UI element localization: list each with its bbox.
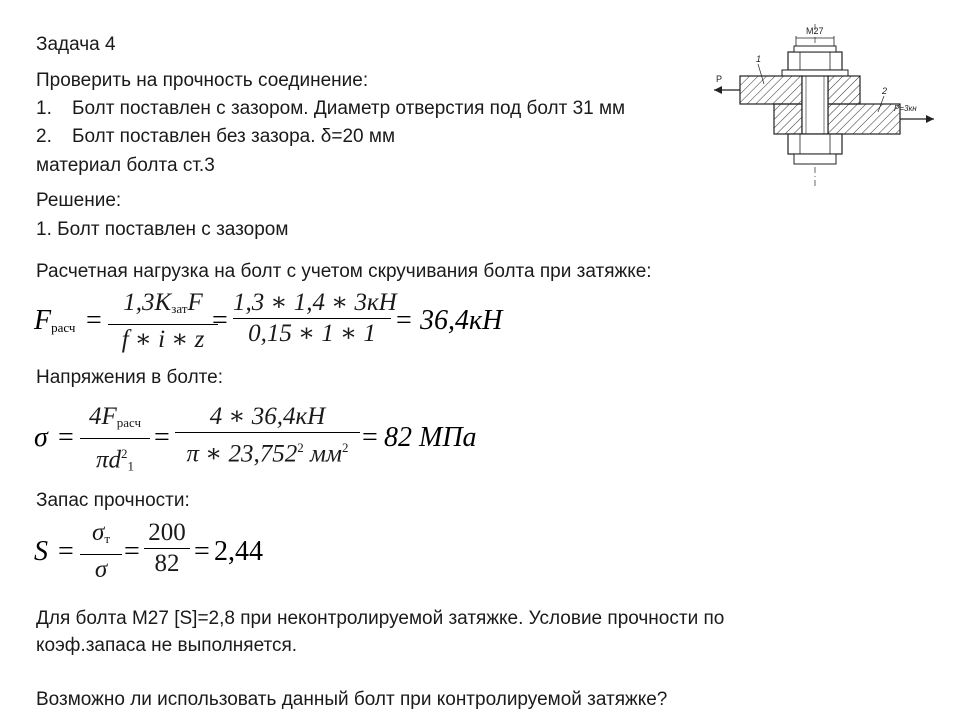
formula-stress-fraction-2: 4 ∗ 36,4кН π ∗ 23,752$^2$ $мм^2$ xyxy=(175,402,360,469)
formula-stress-lhs: σ xyxy=(34,422,48,453)
washer xyxy=(782,70,848,76)
equals-sign: = xyxy=(86,305,102,336)
formula-load-lhs: $F_{расч}$ xyxy=(34,305,76,336)
formula-load-fraction-1: $1,3K_{зат}F$ f ∗ i ∗ z xyxy=(108,288,218,355)
safety-heading: Запас прочности: xyxy=(36,490,190,511)
stress-heading: Напряжения в болте: xyxy=(36,367,223,388)
solution-part-1: 1. Болт поставлен с зазором xyxy=(36,219,289,240)
force-arrow-left xyxy=(714,74,740,94)
solution-heading: Решение: xyxy=(36,190,122,211)
formula-stress-result: 82 МПа xyxy=(384,422,477,453)
conclusion-line-2: коэф.запаса не выполняется. xyxy=(36,635,298,656)
problem-case-1-number: 1. xyxy=(36,98,52,119)
load-heading: Расчетная нагрузка на болт с учетом скручивания болта при затяжке: xyxy=(36,261,652,282)
thread-label: M27 xyxy=(806,26,824,36)
problem-material: материал болта ст.3 xyxy=(36,155,215,176)
plate-1-label: 1 xyxy=(756,54,762,64)
formula-safety-lhs: S xyxy=(34,536,48,567)
equals-sign: = xyxy=(58,536,74,567)
conclusion-line-1: Для болта М27 [S]=2,8 при неконтролируемой затяжке. Условие прочности по xyxy=(36,608,725,629)
problem-case-1: Болт поставлен с зазором. Диаметр отверстия под болт 31 мм xyxy=(72,98,626,119)
equals-sign: = xyxy=(212,305,228,336)
bolt-joint-drawing xyxy=(712,20,937,190)
formula-safety-result: 2,44 xyxy=(214,536,263,567)
formula-load-fraction-2: 1,3 ∗ 1,4 ∗ 3кН 0,15 ∗ 1 ∗ 1 xyxy=(233,289,397,347)
problem-case-2: Болт поставлен без зазора. δ=20 мм xyxy=(72,126,396,147)
problem-case-2-number: 2. xyxy=(36,126,52,147)
plate-2 xyxy=(774,104,900,134)
formula-safety-fraction-1: $\sigma_т$ σ xyxy=(80,518,122,585)
nut xyxy=(788,46,842,70)
force-left-label: P xyxy=(716,74,723,84)
formula-load-result: 36,4кН xyxy=(420,305,503,336)
task-title: Задача 4 xyxy=(36,34,116,55)
formula-safety-fraction-2: 200 82 xyxy=(144,518,190,579)
force-right-label: P=3кн xyxy=(894,104,917,113)
equals-sign: = xyxy=(154,422,170,453)
problem-intro: Проверить на прочность соединение: xyxy=(36,70,369,91)
equals-sign: = xyxy=(396,305,412,336)
equals-sign: = xyxy=(124,536,140,567)
bolt-head xyxy=(788,134,842,164)
equals-sign: = xyxy=(194,536,210,567)
equals-sign: = xyxy=(362,422,378,453)
plate-1 xyxy=(740,76,860,104)
plate-2-label: 2 xyxy=(882,86,888,96)
question: Возможно ли использовать данный болт при контролируемой затяжке? xyxy=(36,689,668,710)
formula-stress-fraction-1: $4F_{расч}$ $\pi d^2_1$ xyxy=(80,402,150,481)
equals-sign: = xyxy=(58,422,74,453)
